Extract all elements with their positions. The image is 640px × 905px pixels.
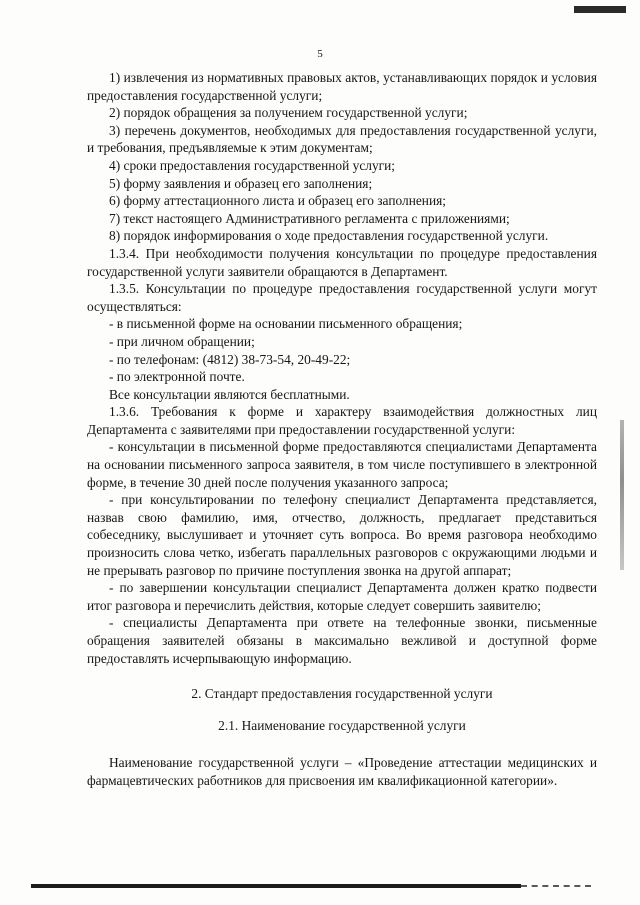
consult-free: Все консультации являются бесплатными. — [109, 386, 350, 402]
scan-corner-mark — [574, 6, 626, 13]
consult-written: - в письменной форме на основании письменного обращения; — [109, 316, 463, 332]
req-written: - консультации в письменной форме предоставляются специалистами Департамента на основании письменного запроса заявителя, в том числе поступившего в электронной форме, в течение 30 дней после получения указанного запроса; — [87, 439, 597, 490]
paragraph-item-7: 7) текст настоящего Административного регламента с приложениями; — [109, 210, 510, 226]
subsection-heading: 2.1. Наименование государственной услуги — [218, 717, 466, 733]
req-phone: - при консультировании по телефону специалист Департамента представляется, назвав свою фамилию, имя, отчество, должность, предлагает представиться собеседнику, выслушивает и уточняет суть вопроса. Во время разговора необходимо произносить слова четко, избегать параллельных разговоров с окружающими людьми и не прерывать разговор по причине поступления звонка на другой аппарат; — [87, 492, 597, 578]
paragraph-1-3-5: 1.3.5. Консультации по процедуре предоставления государственной услуги могут осуществляться: — [87, 281, 597, 314]
document-body — [87, 69, 597, 790]
paragraph-item-2: 2) порядок обращения за получением государственной услуги; — [109, 105, 468, 121]
paragraph-item-4: 4) сроки предоставления государственной услуги; — [109, 157, 396, 173]
req-summary: - по завершении консультации специалист Департамента должен кратко подвести итог разговора и перечислить действия, которые следует совершить заявителю; — [87, 580, 597, 613]
paragraph-item-6: 6) форму аттестационного листа и образец его заполнения; — [109, 193, 447, 209]
service-name-paragraph: Наименование государственной услуги – «Проведение аттестации медицинских и фармацевтических работников для присвоения им квалификационной категории». — [87, 755, 597, 788]
page-number: 5 — [317, 48, 323, 60]
paragraph-1-3-6: 1.3.6. Требования к форме и характеру взаимодействия должностных лиц Департамента с заявителями при предоставлении государственной услуги: — [87, 404, 597, 437]
bottom-rule-fade — [521, 885, 591, 887]
bottom-rule — [31, 884, 521, 888]
consult-personal: - при личном обращении; — [109, 333, 255, 349]
paragraph-item-1: 1) извлечения из нормативных правовых актов, устанавливающих порядок и условия предоставления государственной услуги; — [87, 70, 597, 103]
req-politeness: - специалисты Департамента при ответе на телефонные звонки, письменные обращения заявителей обязаны в максимально вежливой и доступной форме предоставлять исчерпывающую информацию. — [87, 615, 597, 666]
section-heading: 2. Стандарт предоставления государственной услуги — [191, 686, 493, 702]
consult-phone: - по телефонам: (4812) 38-73-54, 20-49-22; — [109, 351, 351, 367]
paragraph-item-3: 3) перечень документов, необходимых для предоставления государственной услуги, и требования, предъявляемые к этим документам; — [87, 122, 597, 156]
paragraph-item-5: 5) форму заявления и образец его заполнения; — [109, 175, 373, 191]
consult-email: - по электронной почте. — [109, 369, 245, 385]
scan-edge-mark — [620, 420, 624, 570]
paragraph-item-8: 8) порядок информирования о ходе предоставления государственной услуги. — [109, 228, 549, 244]
paragraph-1-3-4: 1.3.4. При необходимости получения консультации по процедуре предоставления государственной услуги заявители обращаются в Департамент. — [87, 245, 597, 279]
